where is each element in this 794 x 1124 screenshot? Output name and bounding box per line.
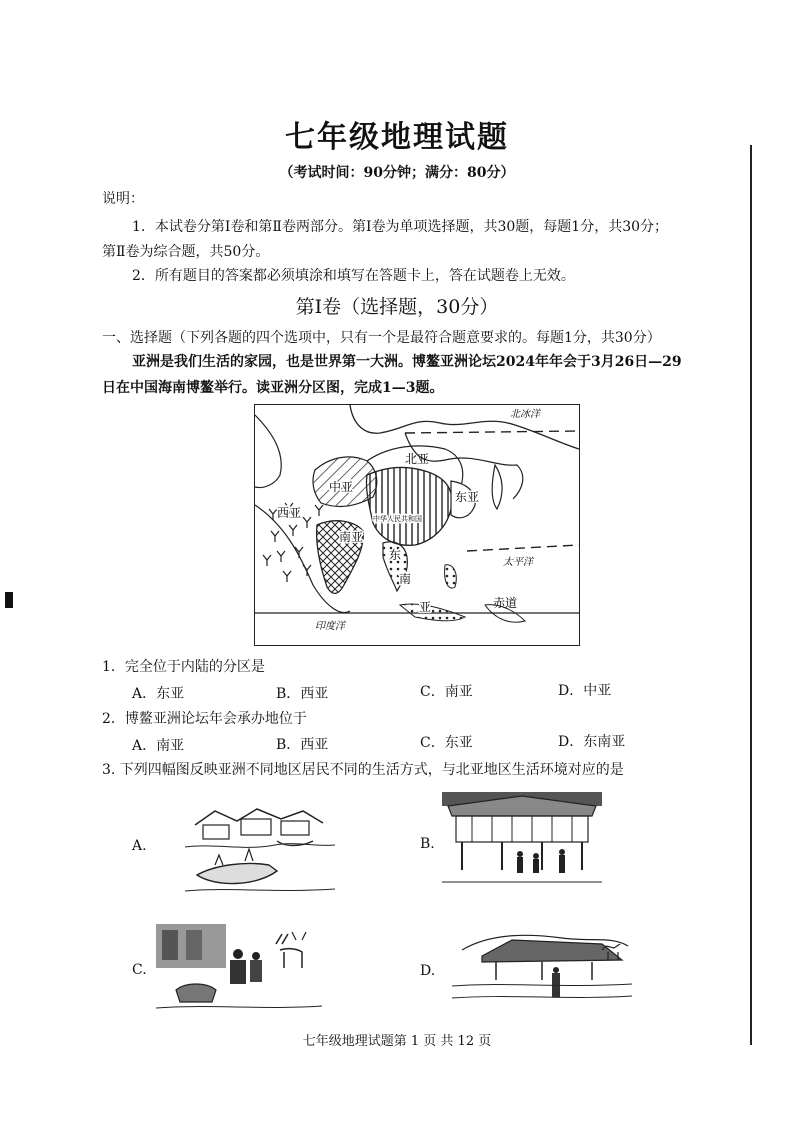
- exam-title: 七年级地理试题: [285, 120, 509, 155]
- label-south-asia: 南亚: [339, 530, 364, 544]
- asia-map-svg: [255, 405, 579, 645]
- intro-label: 说明：: [102, 191, 144, 207]
- label-central-asia: 中亚: [329, 480, 354, 494]
- section-instruction: 一、选择题（下列各题的四个选项中，只有一个是最符合题意要求的。每题1分，共30分）: [102, 330, 661, 346]
- question-1-stem: 1．完全位于内陆的分区是: [102, 659, 265, 675]
- asia-region-map: [254, 404, 580, 646]
- binding-mark: [5, 592, 13, 608]
- page-footer: 七年级地理试题第 1 页 共 12 页: [302, 1034, 492, 1049]
- context-line2: 日在中国海南博鳌举行。读亚洲分区图，完成1—3题。: [102, 380, 444, 396]
- q1-option-a: A．东亚: [132, 686, 185, 702]
- label-north-asia: 北亚: [405, 452, 430, 466]
- q2-option-a: A．南亚: [132, 738, 185, 754]
- label-west-asia: 西亚: [277, 506, 302, 520]
- page-edge-line: [750, 145, 752, 1045]
- exam-subtitle: （考试时间：90分钟；满分：80分）: [279, 165, 515, 181]
- q2-option-c: C．东亚: [420, 735, 473, 751]
- q3-option-b-label: B.: [420, 836, 435, 852]
- intro-line1: 1．本试卷分第Ⅰ卷和第Ⅱ卷两部分。第Ⅰ卷为单项选择题，共30题，每题1分，共30分；: [132, 219, 669, 235]
- q1-option-d: D．中亚: [558, 683, 612, 699]
- q3-option-c-label: C.: [132, 962, 147, 978]
- picture-d-desert-tent: [452, 926, 632, 1004]
- label-southeast-2: 南: [399, 572, 412, 586]
- intro-line1b: 第Ⅱ卷为综合题，共50分。: [102, 244, 270, 260]
- label-arctic: 北冰洋: [510, 409, 540, 420]
- context-line1: 亚洲是我们生活的家园，也是世界第一大洲。博鳌亚洲论坛2024年年会于3月26日—29: [132, 354, 682, 370]
- label-southeast-1: 东: [389, 548, 402, 562]
- label-indian-ocean: 印度洋: [315, 621, 345, 632]
- question-2-stem: 2．博鳌亚洲论坛年会承办地位于: [102, 711, 307, 727]
- q2-option-b: B．西亚: [276, 737, 329, 753]
- q2-option-d: D．东南亚: [558, 734, 626, 750]
- label-pacific: 太平洋: [503, 557, 533, 568]
- picture-c-reindeer-sled: [156, 924, 322, 1014]
- label-equator: 赤道: [493, 596, 518, 610]
- q3-option-d-label: D.: [420, 963, 436, 979]
- intro-line2: 2．所有题目的答案都必须填涂和填写在答题卡上，答在试题卷上无效。: [132, 268, 575, 284]
- question-3-stem: 3. 下列四幅图反映亚洲不同地区居民不同的生活方式，与北亚地区生活环境对应的是: [102, 762, 624, 778]
- q1-option-c: C．南亚: [420, 684, 473, 700]
- label-southeast-3: 亚: [419, 600, 432, 614]
- label-china: 中华人民共和国: [373, 515, 422, 523]
- picture-b-stilt-house: [442, 792, 602, 892]
- section-title: 第Ⅰ卷（选择题，30分）: [295, 296, 499, 318]
- q1-option-b: B．西亚: [276, 686, 329, 702]
- picture-a-water-village: [185, 795, 335, 895]
- q3-option-a-label: A.: [132, 838, 147, 854]
- label-east-asia: 东亚: [455, 490, 480, 504]
